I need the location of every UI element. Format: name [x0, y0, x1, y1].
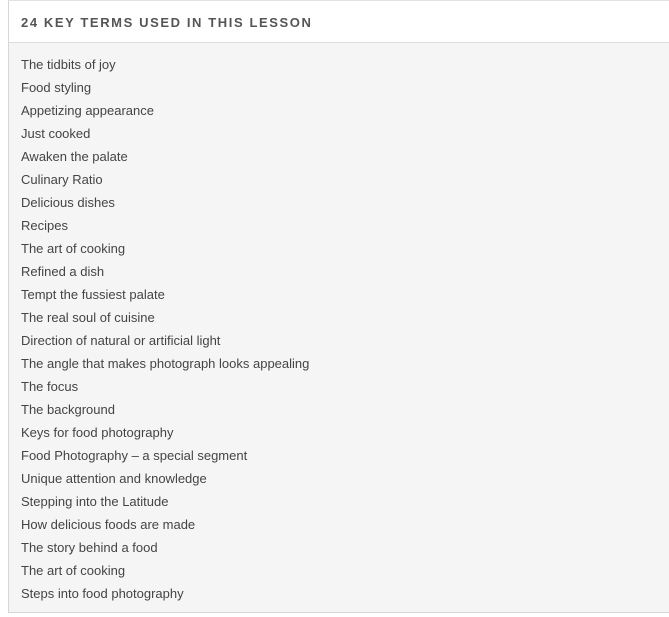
- term-item: Delicious dishes: [21, 195, 115, 210]
- term-item: The focus: [21, 379, 79, 394]
- term-item: The real soul of cuisine: [21, 310, 155, 325]
- term-item: The background: [21, 402, 115, 417]
- key-terms-panel: [8, 0, 669, 613]
- term-item: Recipes: [21, 218, 68, 233]
- term-item: Culinary Ratio: [21, 172, 103, 187]
- term-item: Stepping into the Latitude: [21, 494, 169, 509]
- term-item: Food Photography – a special segment: [21, 448, 248, 463]
- term-item: The angle that makes photograph looks appealing: [21, 356, 310, 371]
- term-item: Appetizing appearance: [21, 103, 154, 118]
- key-terms-list: [9, 43, 669, 605]
- term-item: Tempt the fussiest palate: [21, 287, 165, 302]
- term-item: Just cooked: [21, 126, 91, 141]
- key-terms-title: 24 KEY TERMS USED IN THIS LESSON: [21, 14, 313, 30]
- term-item: Refined a dish: [21, 264, 105, 279]
- term-item: The art of cooking: [21, 563, 126, 578]
- term-item: Unique attention and knowledge: [21, 471, 207, 486]
- term-item: The art of cooking: [21, 241, 126, 256]
- term-item: Keys for food photography: [21, 425, 174, 440]
- term-item: How delicious foods are made: [21, 517, 196, 532]
- term-item: Direction of natural or artificial light: [21, 333, 221, 348]
- key-terms-header: [9, 1, 669, 43]
- term-item: The story behind a food: [21, 540, 158, 555]
- term-item: Steps into food photography: [21, 586, 184, 601]
- term-item: The tidbits of joy: [21, 57, 116, 72]
- term-item: Food styling: [21, 80, 92, 95]
- term-item: Awaken the palate: [21, 149, 128, 164]
